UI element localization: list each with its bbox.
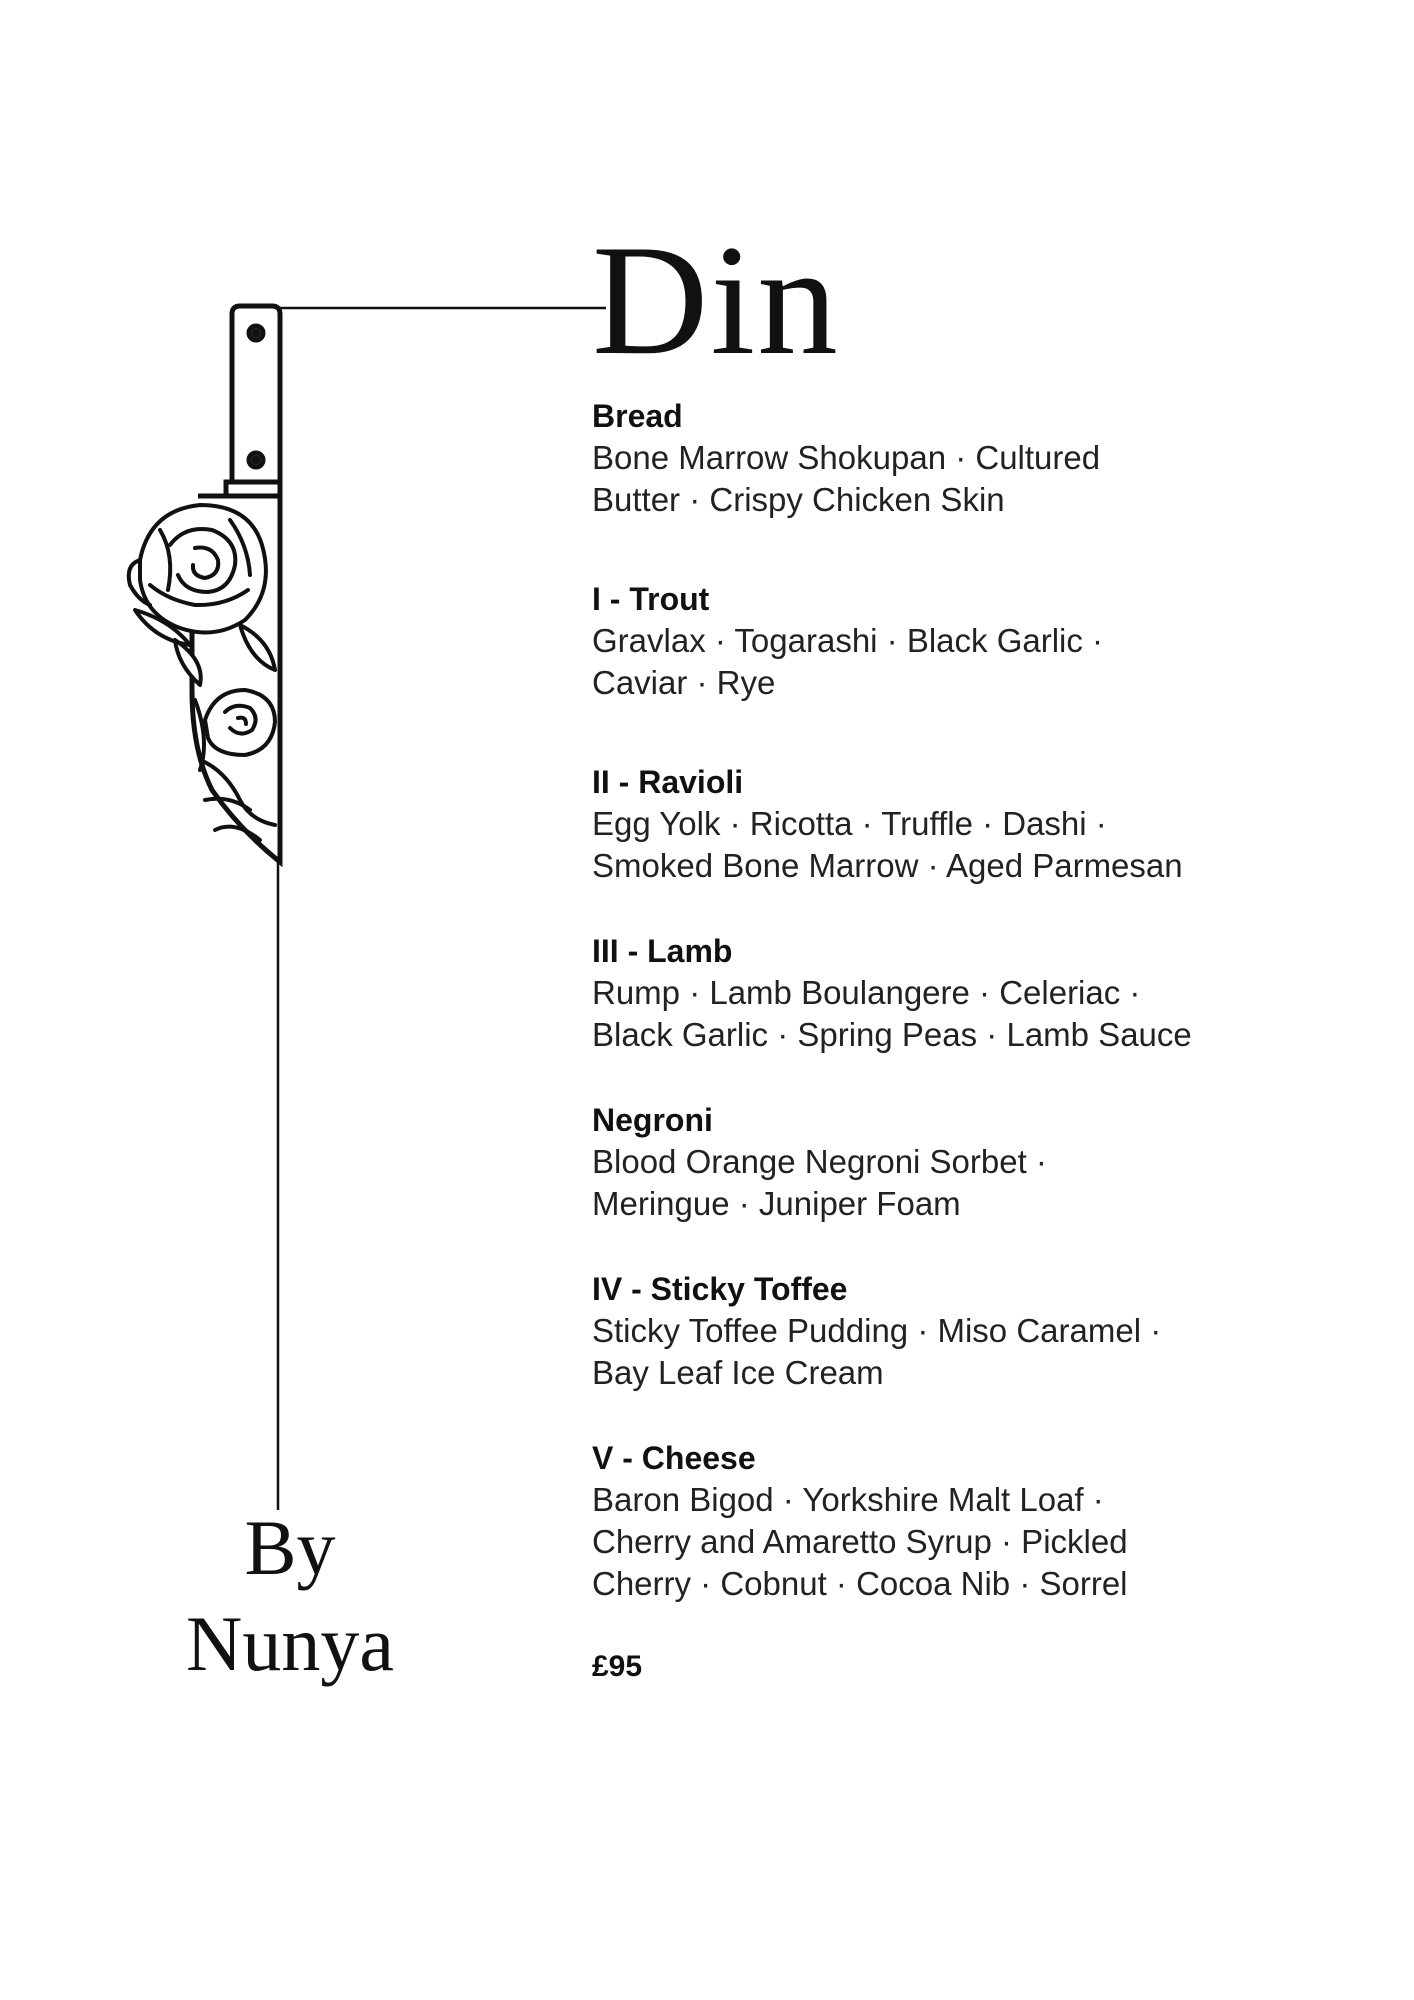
course-name: Bread — [592, 398, 683, 434]
course-description: Bone Marrow Shokupan · Cultured Butter · Crispy Chicken Skin — [592, 439, 1101, 518]
course-description: Sticky Toffee Pudding · Miso Caramel · Bay Leaf Ice Cream — [592, 1312, 1162, 1391]
signature-line-name: Nunya — [186, 1600, 394, 1687]
course-name: V - Cheese — [592, 1440, 756, 1476]
course-name: Negroni — [592, 1102, 713, 1138]
course-sticky-toffee — [592, 1268, 1161, 1394]
course-description: Egg Yolk · Ricotta · Truffle · Dashi · Smoked Bone Marrow · Aged Parmesan — [592, 805, 1183, 884]
course-description: Baron Bigod · Yorkshire Malt Loaf · Cherry and Amaretto Syrup · Pickled Cherry · Cobnut · Cocoa Nib · Sorrel — [592, 1481, 1128, 1602]
course-cheese — [592, 1437, 1128, 1605]
course-description: Rump · Lamb Boulangere · Celeriac · Black Garlic · Spring Peas · Lamb Sauce — [592, 974, 1192, 1053]
signature-line-by: By — [244, 1504, 336, 1591]
course-name: II - Ravioli — [592, 764, 744, 800]
restaurant-signature — [140, 1500, 440, 1692]
course-name: IV - Sticky Toffee — [592, 1271, 848, 1307]
course-trout — [592, 578, 1103, 704]
menu-price: £95 — [592, 1650, 643, 1683]
course-bread — [592, 395, 1100, 521]
course-name: III - Lamb — [592, 933, 733, 969]
course-ravioli — [592, 761, 1183, 887]
course-name: I - Trout — [592, 581, 710, 617]
menu-title: Din — [592, 213, 840, 388]
course-description: Blood Orange Negroni Sorbet · Meringue · Juniper Foam — [592, 1143, 1047, 1222]
course-lamb — [592, 930, 1192, 1056]
course-description: Gravlax · Togarashi · Black Garlic · Caviar · Rye — [592, 622, 1104, 701]
knife-handle-icon — [226, 306, 280, 496]
course-negroni — [592, 1099, 1047, 1225]
